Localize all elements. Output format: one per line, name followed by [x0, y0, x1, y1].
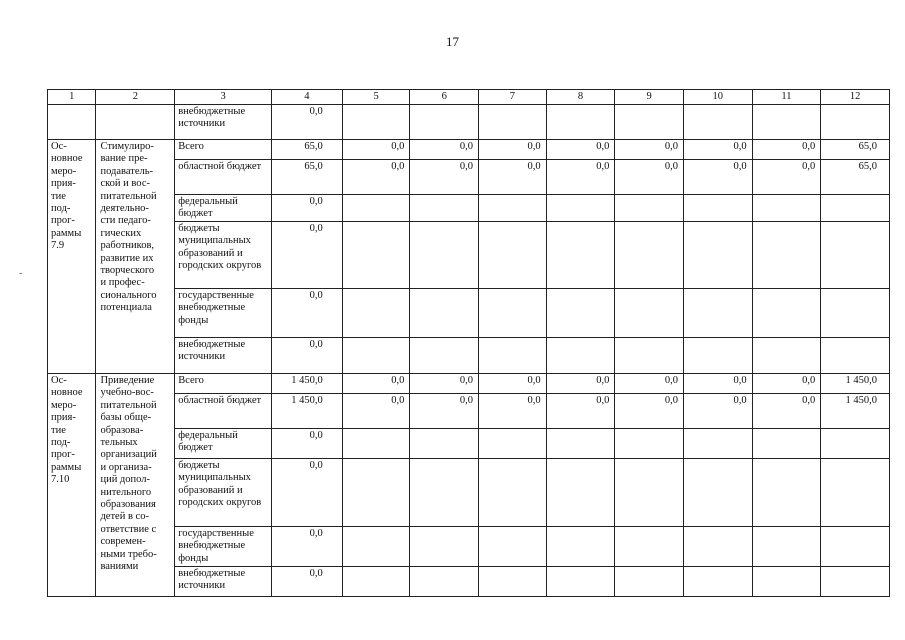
- empty-cell: [752, 289, 821, 338]
- measure-name-line: образования: [100, 499, 156, 511]
- measure-name-line: современ-: [100, 536, 146, 548]
- header-col-11: 11: [752, 90, 821, 105]
- empty-cell: [410, 289, 479, 338]
- empty-cell: [615, 289, 684, 338]
- value-col-9: 0,0: [615, 394, 684, 429]
- empty-cell: [342, 429, 410, 459]
- measure-code-line: Ос-: [51, 141, 67, 152]
- empty-cell: [821, 459, 890, 527]
- empty-cell: [752, 338, 821, 374]
- header-col-5: 5: [342, 90, 410, 105]
- measure-name-line: нительного: [100, 486, 152, 498]
- measure-name-line: ской и вос-: [100, 178, 150, 190]
- value-col-10: 0,0: [683, 160, 752, 195]
- value-col-4: 65,0: [272, 140, 343, 160]
- measure-name-line: творческого: [100, 265, 155, 277]
- measure-name-line: гических: [100, 227, 142, 239]
- empty-cell: [752, 567, 821, 597]
- measure-2-row: [48, 394, 890, 429]
- empty-cell: [546, 459, 615, 527]
- measure-code-line: под-: [51, 437, 71, 449]
- funding-source: внебюджетные источники: [175, 338, 272, 374]
- page-number: 17: [446, 34, 459, 49]
- value-col-4: 0,0: [272, 289, 343, 338]
- empty-cell: [546, 222, 615, 289]
- header-col-4: 4: [272, 90, 343, 105]
- value-col-12: 1 450,0: [821, 394, 890, 429]
- measure-name-line: развитие их: [100, 252, 154, 264]
- value-col-4: 1 450,0: [272, 374, 343, 394]
- value-col-11: 0,0: [752, 160, 821, 195]
- measure-code-line: меро-: [51, 399, 77, 411]
- value-col-12: 65,0: [821, 160, 890, 195]
- measure-2-row: [48, 374, 890, 394]
- value-col-10: 0,0: [683, 140, 752, 160]
- measure-name-line: учебно-вос-: [100, 387, 154, 399]
- value-col-6: 0,0: [410, 374, 479, 394]
- empty-cell: [479, 289, 547, 338]
- measure-code-line: прог-: [51, 215, 75, 227]
- funding-source: государственные внебюджетные фонды: [175, 527, 272, 567]
- empty-cell: [821, 222, 890, 289]
- measure-name-line: организаций: [100, 449, 157, 461]
- value-col-12: 65,0: [821, 140, 890, 160]
- continuation-name-cell: [96, 105, 175, 140]
- measure-name: [96, 140, 175, 374]
- measure-name-line: ответствие с: [100, 523, 157, 535]
- empty-cell: [546, 527, 615, 567]
- empty-cell: [752, 429, 821, 459]
- value-col-4: 0,0: [272, 429, 343, 459]
- funding-source: внебюджетные источники: [175, 567, 272, 597]
- measure-code-line: прия-: [51, 178, 76, 190]
- value-col-11: 0,0: [752, 394, 821, 429]
- measure-code-line: 7.10: [51, 474, 70, 486]
- empty-cell: [342, 338, 410, 374]
- measure-code: [48, 140, 96, 374]
- empty-cell: [546, 567, 615, 597]
- value-col-5: 0,0: [342, 374, 410, 394]
- value-col-7: 0,0: [479, 394, 547, 429]
- value-col-4: 65,0: [272, 160, 343, 195]
- empty-cell: [342, 567, 410, 597]
- funding-source: федеральный бюджет: [175, 429, 272, 459]
- empty-cell: [821, 567, 890, 597]
- empty-cell: [546, 429, 615, 459]
- measure-name-line: Стимулиро-: [100, 141, 154, 152]
- empty-cell: [821, 527, 890, 567]
- measure-name-line: потенциала: [100, 302, 152, 314]
- header-col-9: 9: [615, 90, 684, 105]
- empty-cell: [546, 289, 615, 338]
- funding-source: областной бюджет: [175, 160, 272, 195]
- empty-cell: [342, 527, 410, 567]
- value-col-11: 0,0: [752, 374, 821, 394]
- value-col-8: 0,0: [546, 160, 615, 195]
- header-col-8: 8: [546, 90, 615, 105]
- measure-name-line: ными требо-: [100, 548, 157, 560]
- measure-name-line: сионального: [100, 289, 157, 301]
- empty-cell: [683, 338, 752, 374]
- empty-cell: [410, 567, 479, 597]
- empty-cell: [821, 429, 890, 459]
- continuation-code-cell: [48, 105, 96, 140]
- margin-mark: -: [19, 268, 23, 279]
- value-col-5: 0,0: [342, 160, 410, 195]
- measure-name-line: питательной: [100, 190, 157, 202]
- continuation-source: внебюджетные источники: [175, 105, 272, 140]
- measure-name: [96, 374, 175, 597]
- empty-cell: [479, 429, 547, 459]
- value-col-6: 0,0: [410, 160, 479, 195]
- empty-cell: [479, 222, 547, 289]
- measure-name-line: питательной: [100, 399, 157, 411]
- empty-cell: [615, 222, 684, 289]
- value-col-9: 0,0: [615, 374, 684, 394]
- measure-code: [48, 374, 96, 597]
- value-col-10: 0,0: [683, 374, 752, 394]
- value-col-11: 0,0: [752, 140, 821, 160]
- measure-code-line: раммы: [51, 461, 82, 473]
- measure-code-line: Ос-: [51, 375, 67, 386]
- value-col-12: 1 450,0: [821, 374, 890, 394]
- measure-code-line: тие: [51, 190, 66, 202]
- value-col-5: 0,0: [342, 140, 410, 160]
- empty-cell: [410, 429, 479, 459]
- empty-cell: [479, 195, 547, 222]
- measure-1-row: [48, 140, 890, 160]
- measure-2-row: [48, 567, 890, 597]
- empty-cell: [546, 195, 615, 222]
- empty-cell: [683, 459, 752, 527]
- empty-cell: [752, 459, 821, 527]
- measure-name-line: деятельно-: [100, 203, 149, 215]
- measure-1-row: [48, 160, 890, 195]
- measure-name-line: подаватель-: [100, 165, 154, 177]
- measure-1-row: [48, 222, 890, 289]
- measure-name-line: и профес-: [100, 277, 145, 289]
- table-body: [48, 90, 890, 597]
- measure-2-row: [48, 459, 890, 527]
- header-col-10: 10: [683, 90, 752, 105]
- empty-cell: [479, 338, 547, 374]
- empty-cell: [342, 289, 410, 338]
- value-col-4: 1 450,0: [272, 394, 343, 429]
- header-col-3: 3: [175, 90, 272, 105]
- empty-cell: [752, 527, 821, 567]
- measure-code-line: меро-: [51, 165, 77, 177]
- measure-1-row: [48, 195, 890, 222]
- empty-cell: [615, 338, 684, 374]
- header-row: [48, 90, 890, 105]
- measure-2-row: [48, 527, 890, 567]
- empty-cell: [410, 222, 479, 289]
- measure-name-line: ций допол-: [100, 474, 150, 486]
- measure-1-row: [48, 289, 890, 338]
- measure-code-line: новное: [51, 387, 83, 399]
- empty-cell: [615, 527, 684, 567]
- value-col-6: 0,0: [410, 140, 479, 160]
- header-col-7: 7: [479, 90, 547, 105]
- measure-name-line: работников,: [100, 240, 155, 252]
- measure-1-row: [48, 338, 890, 374]
- value-col-4: 0,0: [272, 195, 343, 222]
- empty-cell: [615, 567, 684, 597]
- header-col-2: 2: [96, 90, 175, 105]
- empty-cell: [821, 289, 890, 338]
- value-col-10: 0,0: [683, 394, 752, 429]
- empty-cell: [342, 195, 410, 222]
- continuation-row: [48, 105, 890, 140]
- measure-name-line: Приведение: [100, 375, 155, 386]
- measure-2-row: [48, 429, 890, 459]
- measure-name-line: ваниями: [100, 561, 139, 573]
- budget-table: [47, 89, 890, 597]
- value-col-4: 0,0: [272, 567, 343, 597]
- empty-cell: [479, 527, 547, 567]
- empty-cell: [410, 338, 479, 374]
- measure-code-line: раммы: [51, 227, 82, 239]
- empty-cell: [683, 567, 752, 597]
- empty-cell: [615, 459, 684, 527]
- empty-cell: [342, 459, 410, 527]
- measure-name-line: тельных: [100, 437, 138, 449]
- empty-cell: [821, 338, 890, 374]
- funding-source: государственные внебюджетные фонды: [175, 289, 272, 338]
- empty-cell: [546, 338, 615, 374]
- empty-cell: [752, 222, 821, 289]
- value-col-8: 0,0: [546, 140, 615, 160]
- measure-name-line: вание пре-: [100, 153, 148, 165]
- header-col-6: 6: [410, 90, 479, 105]
- measure-name-line: базы обще-: [100, 412, 152, 424]
- measure-name-line: образова-: [100, 424, 144, 436]
- measure-code-line: прог-: [51, 449, 75, 461]
- empty-cell: [683, 195, 752, 222]
- funding-source: федеральный бюджет: [175, 195, 272, 222]
- empty-cell: [821, 195, 890, 222]
- funding-source: бюджеты муниципальных образований и городских округов: [175, 222, 272, 289]
- value-col-6: 0,0: [410, 394, 479, 429]
- empty-cell: [410, 195, 479, 222]
- funding-source: Всего: [175, 374, 272, 394]
- value-col-7: 0,0: [479, 374, 547, 394]
- measure-name-line: сти педаго-: [100, 215, 151, 227]
- funding-source: Всего: [175, 140, 272, 160]
- value-col-8: 0,0: [546, 374, 615, 394]
- empty-cell: [615, 195, 684, 222]
- empty-cell: [683, 289, 752, 338]
- funding-source: областной бюджет: [175, 394, 272, 429]
- funding-source: бюджеты муниципальных образований и городских округов: [175, 459, 272, 527]
- measure-name-line: детей в со-: [100, 511, 149, 523]
- value-col-8: 0,0: [546, 394, 615, 429]
- measure-name-line: и организа-: [100, 461, 152, 473]
- measure-code-line: прия-: [51, 412, 76, 424]
- empty-cell: [342, 222, 410, 289]
- empty-cell: [752, 195, 821, 222]
- measure-code-line: под-: [51, 203, 71, 215]
- value-col-4: 0,0: [272, 527, 343, 567]
- empty-cell: [683, 527, 752, 567]
- header-col-1: 1: [48, 90, 96, 105]
- value-col-7: 0,0: [479, 140, 547, 160]
- value-col-5: 0,0: [342, 394, 410, 429]
- measure-code-line: новное: [51, 153, 83, 165]
- empty-cell: [479, 567, 547, 597]
- header-col-12: 12: [821, 90, 890, 105]
- empty-cell: [683, 429, 752, 459]
- value-col-9: 0,0: [615, 140, 684, 160]
- value-col-9: 0,0: [615, 160, 684, 195]
- value-col-4: 0,0: [272, 338, 343, 374]
- value-col-4: 0,0: [272, 459, 343, 527]
- empty-cell: [683, 222, 752, 289]
- empty-cell: [410, 527, 479, 567]
- continuation-col4: 0,0: [272, 105, 343, 140]
- measure-code-line: тие: [51, 424, 66, 436]
- empty-cell: [615, 429, 684, 459]
- empty-cell: [479, 459, 547, 527]
- empty-cell: [410, 459, 479, 527]
- value-col-4: 0,0: [272, 222, 343, 289]
- measure-code-line: 7.9: [51, 240, 65, 252]
- value-col-7: 0,0: [479, 160, 547, 195]
